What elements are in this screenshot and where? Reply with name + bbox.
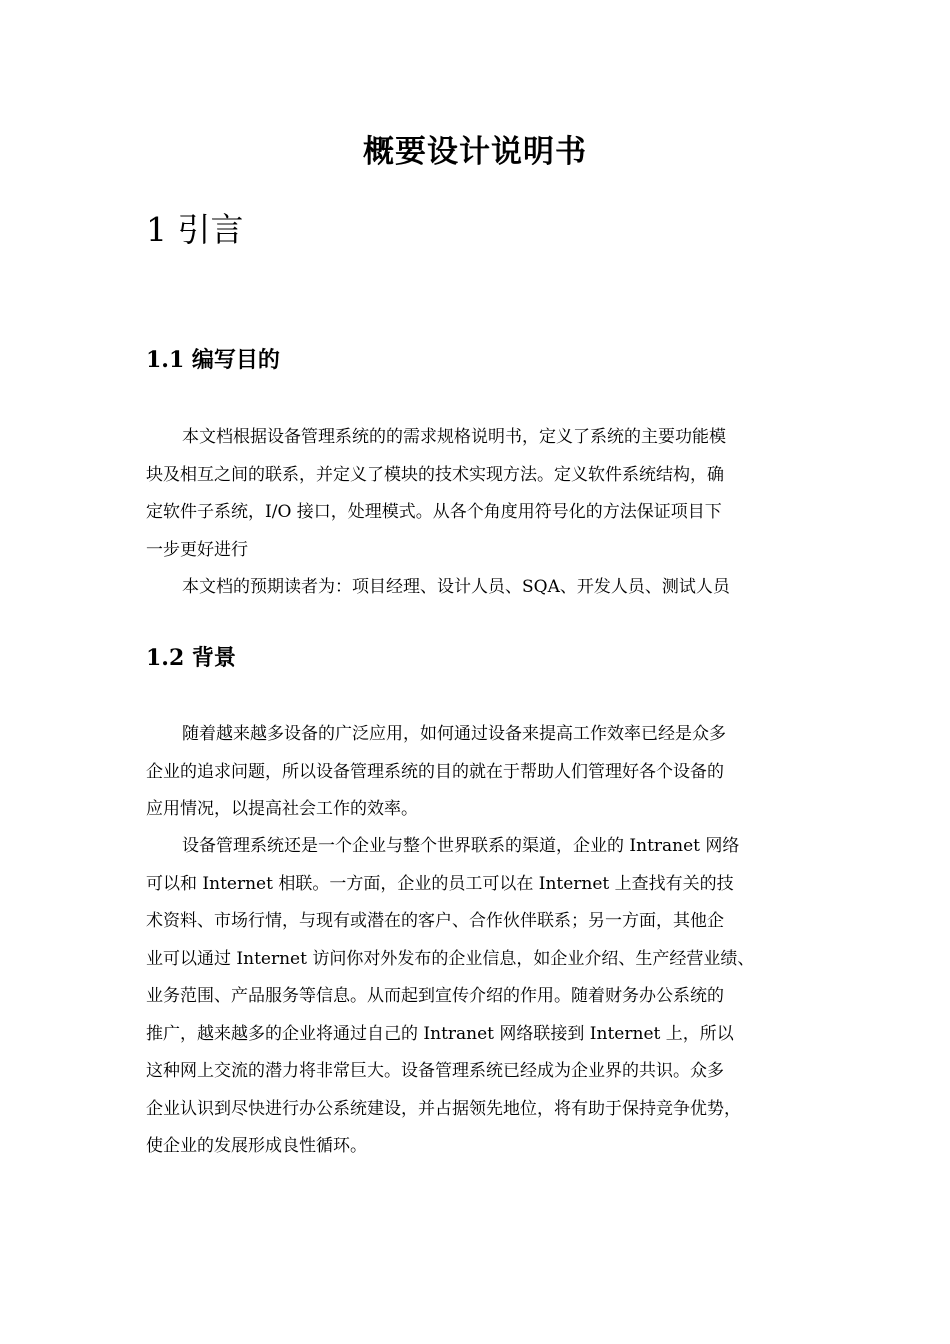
paragraph-line: 设备管理系统还是一个企业与整个世界联系的渠道，企业的 Intranet 网络	[182, 836, 740, 856]
paragraph-background-2	[146, 828, 826, 1166]
section-heading-introduction: 1 引言	[146, 210, 244, 249]
paragraph-line: 业可以通过 Internet 访问你对外发布的企业信息，如企业介绍、生产经营业绩、	[146, 948, 755, 969]
section-heading-background: 1.2 背景	[146, 645, 236, 671]
paragraph-line: 应用情况，以提高社会工作的效率。	[146, 799, 418, 819]
paragraph-line: 定软件子系统，I/O 接口，处理模式。从各个角度用符号化的方法保证项目下	[146, 502, 722, 522]
document-title: 概要设计说明书	[363, 134, 587, 170]
paragraph-line: 一步更好进行	[146, 539, 248, 560]
paragraph-line: 本文档根据设备管理系统的的需求规格说明书，定义了系统的主要功能模	[182, 427, 726, 447]
paragraph-line: 本文档的预期读者为：项目经理、设计人员、SQA、开发人员、测试人员	[182, 577, 730, 597]
paragraph-line: 这种网上交流的潜力将非常巨大。设备管理系统已经成为企业界的共识。众多	[146, 1061, 724, 1081]
paragraph-line: 术资料、市场行情，与现有或潜在的客户、合作伙伴联系；另一方面，其他企	[146, 911, 724, 931]
paragraph-line: 推广，越来越多的企业将通过自己的 Intranet 网络联接到 Internet 上，所以	[146, 1023, 734, 1044]
paragraph-line: 随着越来越多设备的广泛应用，如何通过设备来提高工作效率已经是众多	[182, 724, 726, 744]
paragraph-line: 块及相互之间的联系，并定义了模块的技术实现方法。定义软件系统结构，确	[146, 464, 724, 485]
paragraph-line: 企业的追求问题，所以设备管理系统的目的就在于帮助人们管理好各个设备的	[146, 761, 724, 782]
paragraph-background-1	[146, 716, 826, 829]
paragraph-line: 使企业的发展形成良性循环。	[146, 1136, 367, 1156]
paragraph-readers	[146, 569, 826, 607]
paragraph-purpose	[146, 419, 826, 569]
paragraph-line: 企业认识到尽快进行办公系统建设，并占据领先地位，将有助于保持竞争优势，	[146, 1098, 741, 1119]
paragraph-line: 可以和 Internet 相联。一方面，企业的员工可以在 Internet 上查找有关的技	[146, 873, 734, 894]
section-heading-purpose: 1.1 编写目的	[146, 347, 280, 373]
paragraph-line: 业务范围、产品服务等信息。从而起到宣传介绍的作用。随着财务办公系统的	[146, 986, 724, 1006]
